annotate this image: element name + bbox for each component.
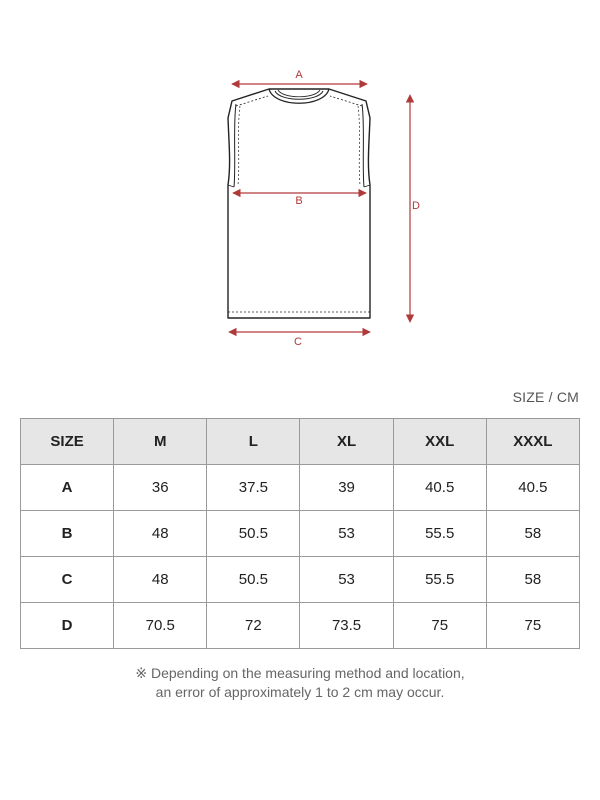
- table-cell: 73.5: [300, 603, 393, 649]
- row-label: C: [21, 557, 114, 603]
- table-cell: 75: [486, 603, 579, 649]
- row-label: D: [21, 603, 114, 649]
- header-cell: XL: [300, 419, 393, 465]
- table-cell: 58: [486, 557, 579, 603]
- dimension-d-label: D: [412, 200, 420, 212]
- garment-diagram: [0, 0, 600, 370]
- unit-label: SIZE / CM: [512, 389, 579, 405]
- dimension-c-label: C: [294, 336, 302, 348]
- dimension-a-label: A: [295, 69, 303, 81]
- table-row: [21, 603, 580, 649]
- table-cell: 53: [300, 557, 393, 603]
- table-cell: 58: [486, 511, 579, 557]
- table-cell: 72: [207, 603, 300, 649]
- note-line-2: an error of approximately 1 to 2 cm may occur.: [155, 684, 445, 700]
- note-line-1: ※ Depending on the measuring method and location,: [135, 665, 465, 681]
- dimension-b-label: B: [295, 195, 303, 207]
- measurement-note: [0, 664, 600, 702]
- table-row: [21, 557, 580, 603]
- header-cell: SIZE: [21, 419, 114, 465]
- header-cell: L: [207, 419, 300, 465]
- header-cell: M: [114, 419, 207, 465]
- table-cell: 53: [300, 511, 393, 557]
- table-row: [21, 511, 580, 557]
- table-cell: 48: [114, 557, 207, 603]
- table-cell: 39: [300, 465, 393, 511]
- table-cell: 40.5: [393, 465, 486, 511]
- table-cell: 40.5: [486, 465, 579, 511]
- row-label: B: [21, 511, 114, 557]
- table-cell: 75: [393, 603, 486, 649]
- header-cell: XXL: [393, 419, 486, 465]
- table-cell: 70.5: [114, 603, 207, 649]
- table-cell: 55.5: [393, 557, 486, 603]
- table-cell: 55.5: [393, 511, 486, 557]
- table-cell: 37.5: [207, 465, 300, 511]
- table-header-row: [21, 419, 580, 465]
- table-cell: 36: [114, 465, 207, 511]
- table-row: [21, 465, 580, 511]
- table-cell: 50.5: [207, 557, 300, 603]
- table-cell: 48: [114, 511, 207, 557]
- size-table: [20, 418, 580, 649]
- header-cell: XXXL: [486, 419, 579, 465]
- table-cell: 50.5: [207, 511, 300, 557]
- row-label: A: [21, 465, 114, 511]
